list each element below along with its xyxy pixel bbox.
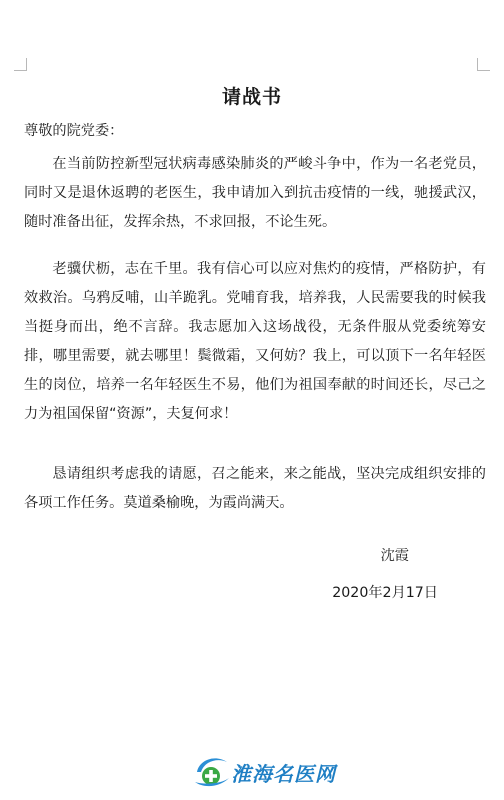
paragraph-3-block [24, 460, 486, 518]
crop-mark-top-left [14, 58, 27, 71]
paragraph: 在当前防控新型冠状病毒感染肺炎的严峻斗争中，作为一名老党员，同时又是退休返聘的老医生，我申请加入到抗击疫情的一线，驰援武汉，随时准备出征，发挥余热，不求回报，不论生死。 [24, 156, 486, 230]
signature-date: 2020年2月17日 [332, 585, 438, 601]
paragraph: 恳请组织考虑我的请愿，召之能来，来之能战，坚决完成组织安排的各项工作任务。莫道桑榆晚，为霞尚满天。 [24, 466, 486, 511]
crop-mark-top-right [477, 58, 490, 71]
document-title: 请战书 [221, 86, 282, 108]
paragraph-1-block [24, 150, 486, 237]
medical-cross-swoosh-icon [193, 752, 233, 788]
salutation: 尊敬的院党委： [24, 123, 124, 139]
signature: 沈霞 [380, 548, 409, 564]
watermark-logo [193, 752, 336, 788]
paragraph-2-block [24, 255, 486, 429]
watermark-text: 淮海名医网 [231, 762, 336, 786]
paragraph: 老骥伏枥，志在千里。我有信心可以应对焦灼的疫情，严格防护，有效救治。乌鸦反哺，山羊跪乳。党哺育我，培养我，人民需要我的时候我当挺身而出，绝不言辞。我志愿加入这场战役，无条件服从党委统筹安排，哪里需要，就去哪里！鬓微霜，又何妨？我上，可以顶下一名年轻医生的岗位，培养一名年轻医生不易，他们为祖国奉献的时间还长，尽己之力为祖国保留“资源”，夫复何求！ [24, 261, 486, 422]
